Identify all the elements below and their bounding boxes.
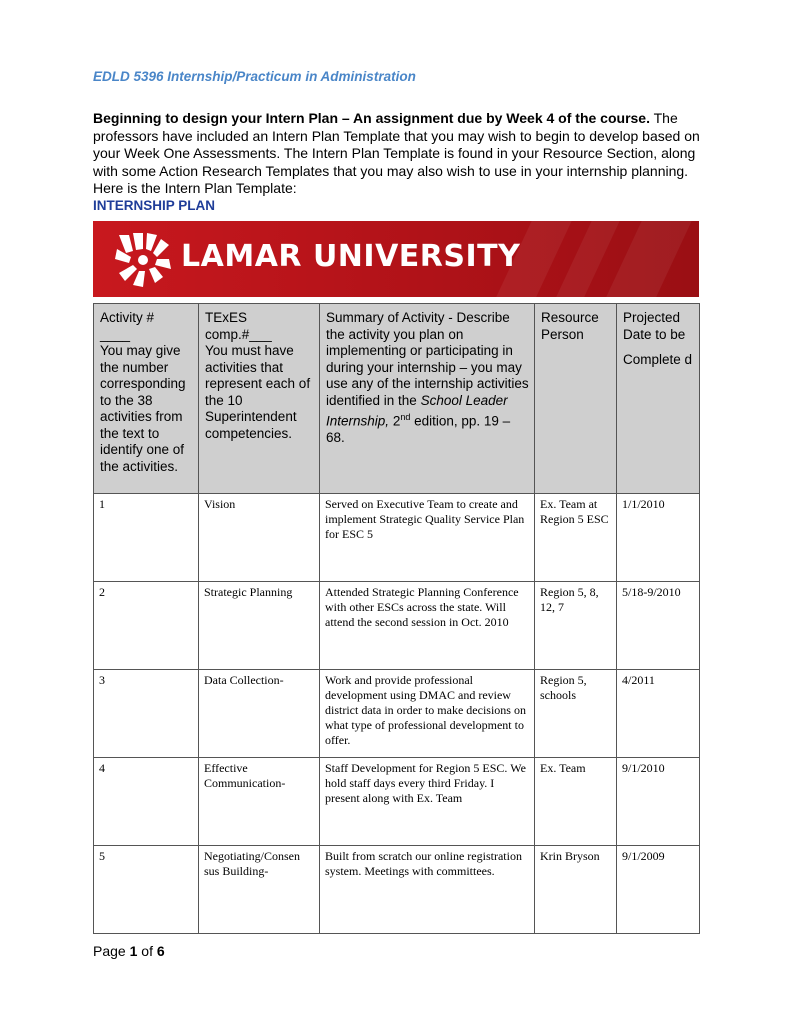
header-projected-complete: Complete d [623, 352, 693, 367]
header-activity-note: You may give the number corresponding to the 38 activities from the text to identify one of the activities. [100, 343, 186, 474]
cell-competency: Strategic Planning [199, 582, 320, 670]
page-label: Page [93, 943, 126, 959]
cell-activity-num: 3 [94, 670, 199, 758]
header-projected-label: Projected Date to be [623, 310, 686, 342]
table-row [94, 846, 700, 934]
university-name: LAMAR UNIVERSITY [181, 239, 521, 274]
cell-date: 4/2011 [617, 670, 700, 758]
university-logo-icon [113, 229, 175, 289]
cell-resource: Ex. Team at Region 5 ESC [535, 494, 617, 582]
cell-summary: Built from scratch our online registration system. Meetings with committees. [320, 846, 535, 934]
header-summary-text: Summary of Activity - Describe the activity you plan on implementing or participating in during your internship – you may use any of the internship activities identified in the [326, 310, 529, 408]
of-label: of [141, 943, 153, 959]
page-footer [93, 943, 165, 959]
intro-body-text: The professors have included an Intern Plan Template that you may wish to begin to develop based on your Week One Assessments. The Intern Plan Template is found in your Resource Section, along with some Action Research Templates that you may also wish to use in your internship planning. Here is the Intern Plan Template: [93, 110, 700, 196]
header-activity [94, 304, 199, 494]
cell-resource: Region 5, schools [535, 670, 617, 758]
page-total: 6 [156, 943, 165, 959]
header-texes [199, 304, 320, 494]
cell-resource: Ex. Team [535, 758, 617, 846]
page-number: 1 [129, 943, 138, 959]
table-row [94, 582, 700, 670]
header-summary-edition: 2 [392, 413, 401, 429]
course-title: EDLD 5396 Internship/Practicum in Administration [93, 69, 416, 84]
header-activity-blank: ____ [100, 326, 131, 342]
cell-resource: Region 5, 8, 12, 7 [535, 582, 617, 670]
header-summary [320, 304, 535, 494]
table-header-row [94, 304, 700, 494]
cell-activity-num: 2 [94, 582, 199, 670]
header-summary-pages: edition, pp. 19 – 68. [326, 413, 511, 445]
cell-resource: Krin Bryson [535, 846, 617, 934]
cell-date: 5/18-9/2010 [617, 582, 700, 670]
cell-summary: Staff Development for Region 5 ESC. We hold staff days every third Friday. I present along with Ex. Team [320, 758, 535, 846]
header-resource-label: Resource Person [541, 310, 599, 342]
intro-paragraph [93, 110, 703, 198]
cell-competency: Negotiating/Consen sus Building- [199, 846, 320, 934]
header-activity-label: Activity # [100, 310, 155, 325]
intern-plan-table [93, 303, 700, 934]
header-texes-label: TExES comp.#___ [205, 310, 272, 342]
table-row [94, 758, 700, 846]
cell-competency: Effective Communication- [199, 758, 320, 846]
cell-competency: Vision [199, 494, 320, 582]
header-summary-book: School Leader Internship, [326, 392, 508, 429]
cell-date: 9/1/2010 [617, 758, 700, 846]
cell-date: 9/1/2009 [617, 846, 700, 934]
header-summary-sup: nd [400, 412, 411, 422]
university-banner [93, 221, 699, 297]
intro-bold-lead: Beginning to design your Intern Plan – An assignment due by Week 4 of the course. [93, 110, 650, 126]
header-projected [617, 304, 700, 494]
cell-summary: Attended Strategic Planning Conference with other ESCs across the state. Will attend the second session in Oct. 2010 [320, 582, 535, 670]
cell-competency: Data Collection- [199, 670, 320, 758]
cell-activity-num: 1 [94, 494, 199, 582]
cell-activity-num: 4 [94, 758, 199, 846]
cell-date: 1/1/2010 [617, 494, 700, 582]
header-resource [535, 304, 617, 494]
table-row [94, 670, 700, 758]
cell-summary: Served on Executive Team to create and implement Strategic Quality Service Plan for ESC 5 [320, 494, 535, 582]
header-texes-note: You must have activities that represent each of the 10 Superintendent competencies. [205, 343, 311, 441]
table-row [94, 494, 700, 582]
cell-activity-num: 5 [94, 846, 199, 934]
section-title: INTERNSHIP PLAN [93, 198, 216, 213]
cell-summary: Work and provide professional development using DMAC and review district data in order to make decisions on what type of professional development to offer. [320, 670, 535, 758]
